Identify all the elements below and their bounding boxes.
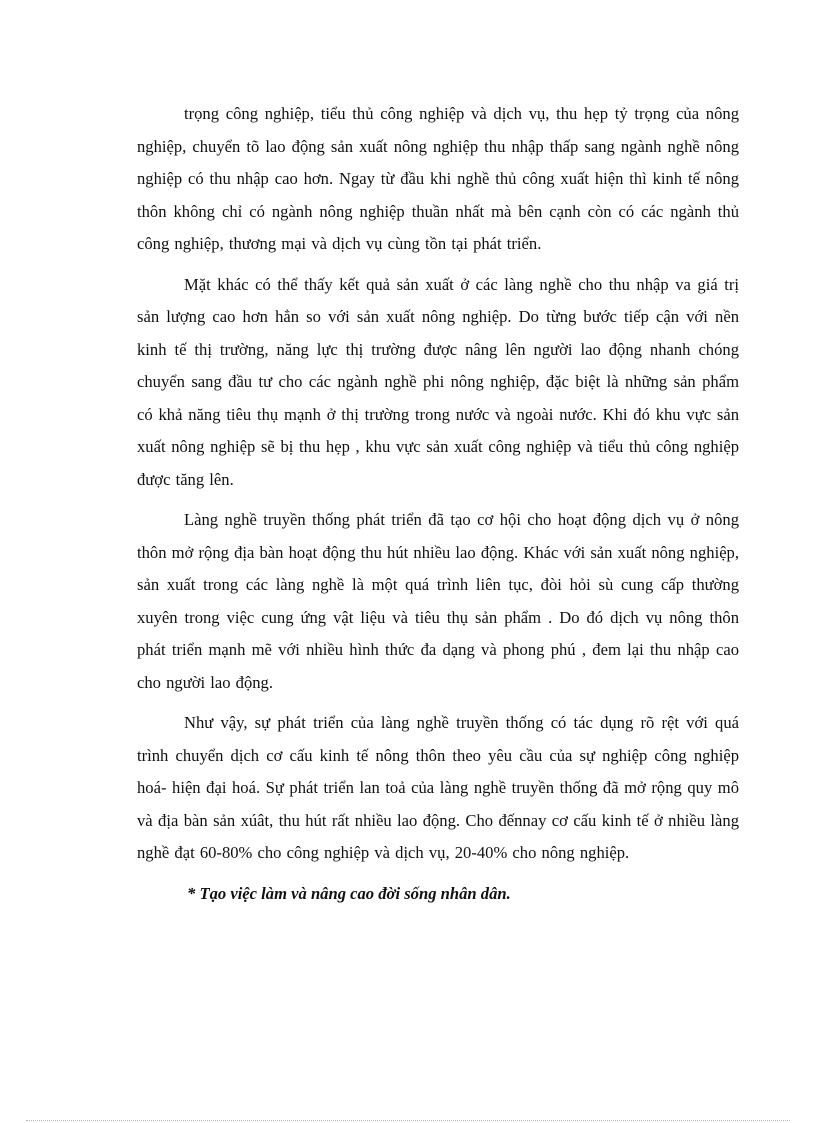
footer-divider bbox=[26, 1120, 790, 1121]
document-body bbox=[137, 98, 739, 910]
section-heading: * Tạo việc làm và nâng cao đời sống nhân dân. bbox=[187, 883, 511, 903]
paragraph-3: Làng nghề truyền thống phát triển đã tạo cơ hội cho hoạt động dịch vụ ở nông thôn mở rộng địa bàn hoạt động thu hút nhiều lao động. Khác với sản xuất nông nghiệp, sản xuất trong các làng nghề là một quá trình liên tục, đòi hỏi sù cung cấp thường xuyên trong việc cung ứng vật liệu và tiêu thụ sản phẩm . Do đó dịch vụ nông thôn phát triển mạnh mẽ với nhiều hình thức đa dạng và phong phú , đem lại thu nhập cao cho người lao động. bbox=[137, 510, 739, 692]
paragraph-1: trọng công nghiệp, tiểu thủ công nghiệp và dịch vụ, thu hẹp tỷ trọng của nông nghiệp, chuyển tõ lao động sản xuất nông nghiệp thu nhập thấp sang ngành nghề nông nghiệp có thu nhập cao hơn. Ngay từ đầu khi nghề thủ công xuất hiện thì kinh tế nông thôn không chỉ có ngành nông nghiệp thuần nhất mà bên cạnh còn có các ngành thủ công nghiệp, thương mại và dịch vụ cùng tồn tại phát triển. bbox=[137, 104, 739, 253]
paragraph-4: Như vậy, sự phát triển của làng nghề truyền thống có tác dụng rõ rệt với quá trình chuyển dịch cơ cấu kinh tế nông thôn theo yêu cầu của sự nghiệp công nghiệp hoá- hiện đại hoá. Sự phát triển lan toả của làng nghề truyền thống đã mở rộng quy mô và địa bàn sản xúât, thu hút rất nhiều lao động. Cho đếnnay cơ cấu kinh tế ở nhiều làng nghề đạt 60-80% cho công nghiệp và dịch vụ, 20-40% cho nông nghiệp. bbox=[137, 713, 739, 862]
paragraph-2: Mặt khác có thể thấy kết quả sản xuất ở các làng nghề cho thu nhập va giá trị sản lượng cao hơn hẳn so với sản xuất nông nghiệp. Do từng bước tiếp cận với nền kinh tế thị trường, năng lực thị trường được nâng lên người lao động nhanh chóng chuyển sang đầu tư cho các ngành nghề phi nông nghiệp, đặc biệt là những sản phẩm có khả năng tiêu thụ mạnh ở thị trường trong nước và ngoài nước. Khi đó khu vực sản xuất nông nghiệp sẽ bị thu hẹp , khu vực sản xuất công nghiệp và tiểu thủ công nghiệp được tăng lên. bbox=[137, 274, 739, 489]
